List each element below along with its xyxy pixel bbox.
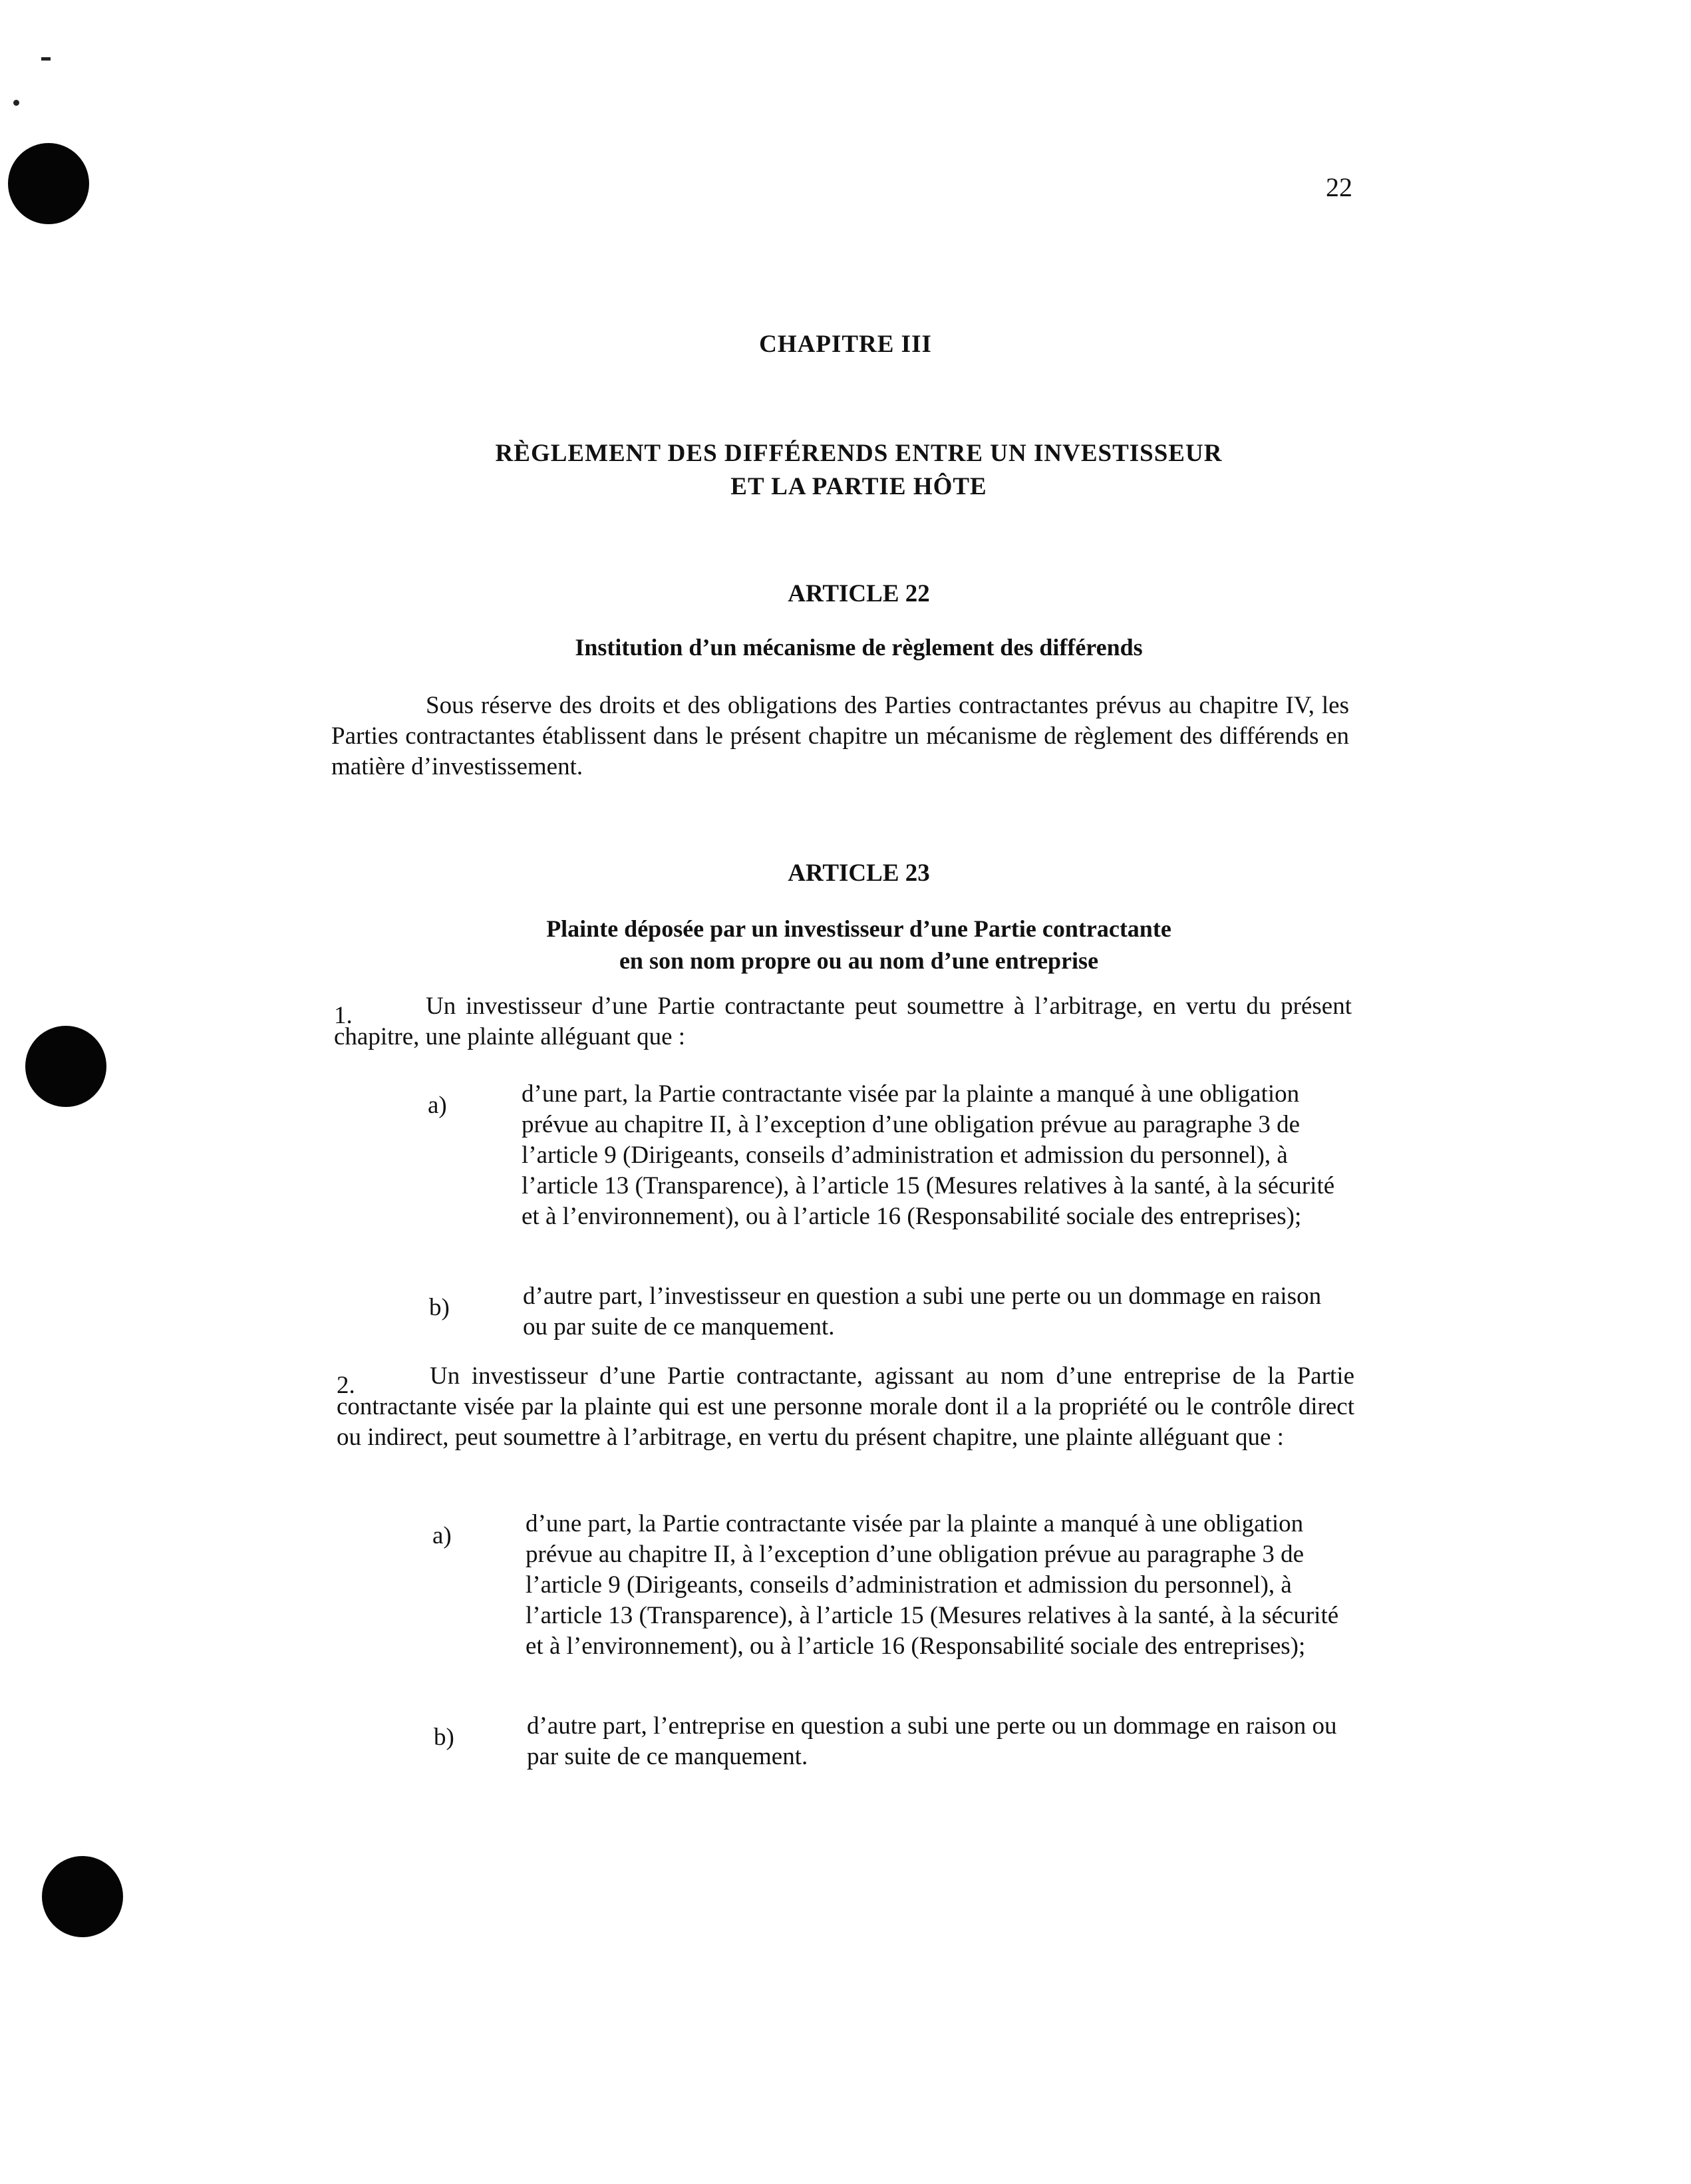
list-item-label: a) xyxy=(432,1522,452,1549)
article-22-label: ARTICLE 22 xyxy=(788,580,930,607)
list-item-label: b) xyxy=(434,1724,454,1751)
list-item-text: d’autre part, l’entreprise en question a subi une perte ou un dommage en raison ou par suite de ce manquement. xyxy=(527,1712,1337,1770)
article-23-label: ARTICLE 23 xyxy=(788,859,930,887)
scan-speck xyxy=(41,57,51,61)
list-item-text: d’une part, la Partie contractante visée par la plainte a manqué à une obligation prévue au chapitre II, à l’exception d’une obligation prévue au paragraphe 3 de l’article 9 (Dirigeants, conseils d’administration et admission du personnel), à l’article 13 (Transparence), à l’article 15 (Mesures relatives à la santé, à la sécurité et à l’environnement), ou à l’article 16 (Responsabilité sociale des entreprises); xyxy=(522,1080,1335,1230)
list-item-label: a) xyxy=(428,1092,447,1119)
punch-hole xyxy=(25,1026,106,1107)
article-23-heading-line: en son nom propre ou au nom d’une entreprise xyxy=(619,947,1099,974)
article-23-heading xyxy=(0,913,1691,977)
paragraph-number: 2. xyxy=(337,1372,355,1399)
chapter-label: CHAPITRE III xyxy=(759,331,932,358)
paragraph-number: 1. xyxy=(334,1002,353,1029)
article-22-paragraph: Sous réserve des droits et des obligations des Parties contractantes prévus au chapitre IV, les Parties contractantes établissent dans le présent chapitre un mécanisme de règlement des différends en matière d’investissement. xyxy=(331,692,1349,780)
article-22-heading: Institution d’un mécanisme de règlement des différends xyxy=(575,634,1143,661)
chapter-title-line: ET LA PARTIE HÔTE xyxy=(730,473,987,500)
chapter-title-line: RÈGLEMENT DES DIFFÉRENDS ENTRE UN INVESTISSEUR xyxy=(495,440,1223,467)
article-23-heading-line: Plainte déposée par un investisseur d’une Partie contractante xyxy=(546,915,1171,942)
page-number: 22 xyxy=(1326,172,1352,202)
punch-hole xyxy=(42,1856,123,1937)
scan-speck xyxy=(13,100,19,106)
list-item-label: b) xyxy=(429,1294,450,1321)
article-23-paragraph-1: Un investisseur d’une Partie contractante peut soumettre à l’arbitrage, en vertu du présent chapitre, une plainte alléguant que : xyxy=(334,993,1352,1050)
list-item-text: d’autre part, l’investisseur en question a subi une perte ou un dommage en raison ou par suite de ce manquement. xyxy=(523,1283,1322,1340)
article-23-paragraph-2: Un investisseur d’une Partie contractante, agissant au nom d’une entreprise de la Partie contractante visée par la plainte qui est une personne morale dont il a la propriété ou le contrôle direct ou indirect, peut soumettre à l’arbitrage, en vertu du présent chapitre, une plainte alléguant que : xyxy=(337,1362,1354,1451)
punch-hole xyxy=(8,143,89,224)
chapter-title xyxy=(0,437,1691,504)
list-item-text: d’une part, la Partie contractante visée par la plainte a manqué à une obligation prévue au chapitre II, à l’exception d’une obligation prévue au paragraphe 3 de l’article 9 (Dirigeants, conseils d’administration et admission du personnel), à l’article 13 (Transparence), à l’article 15 (Mesures relatives à la santé, à la sécurité et à l’environnement), ou à l’article 16 (Responsabilité sociale des entreprises); xyxy=(526,1510,1339,1660)
